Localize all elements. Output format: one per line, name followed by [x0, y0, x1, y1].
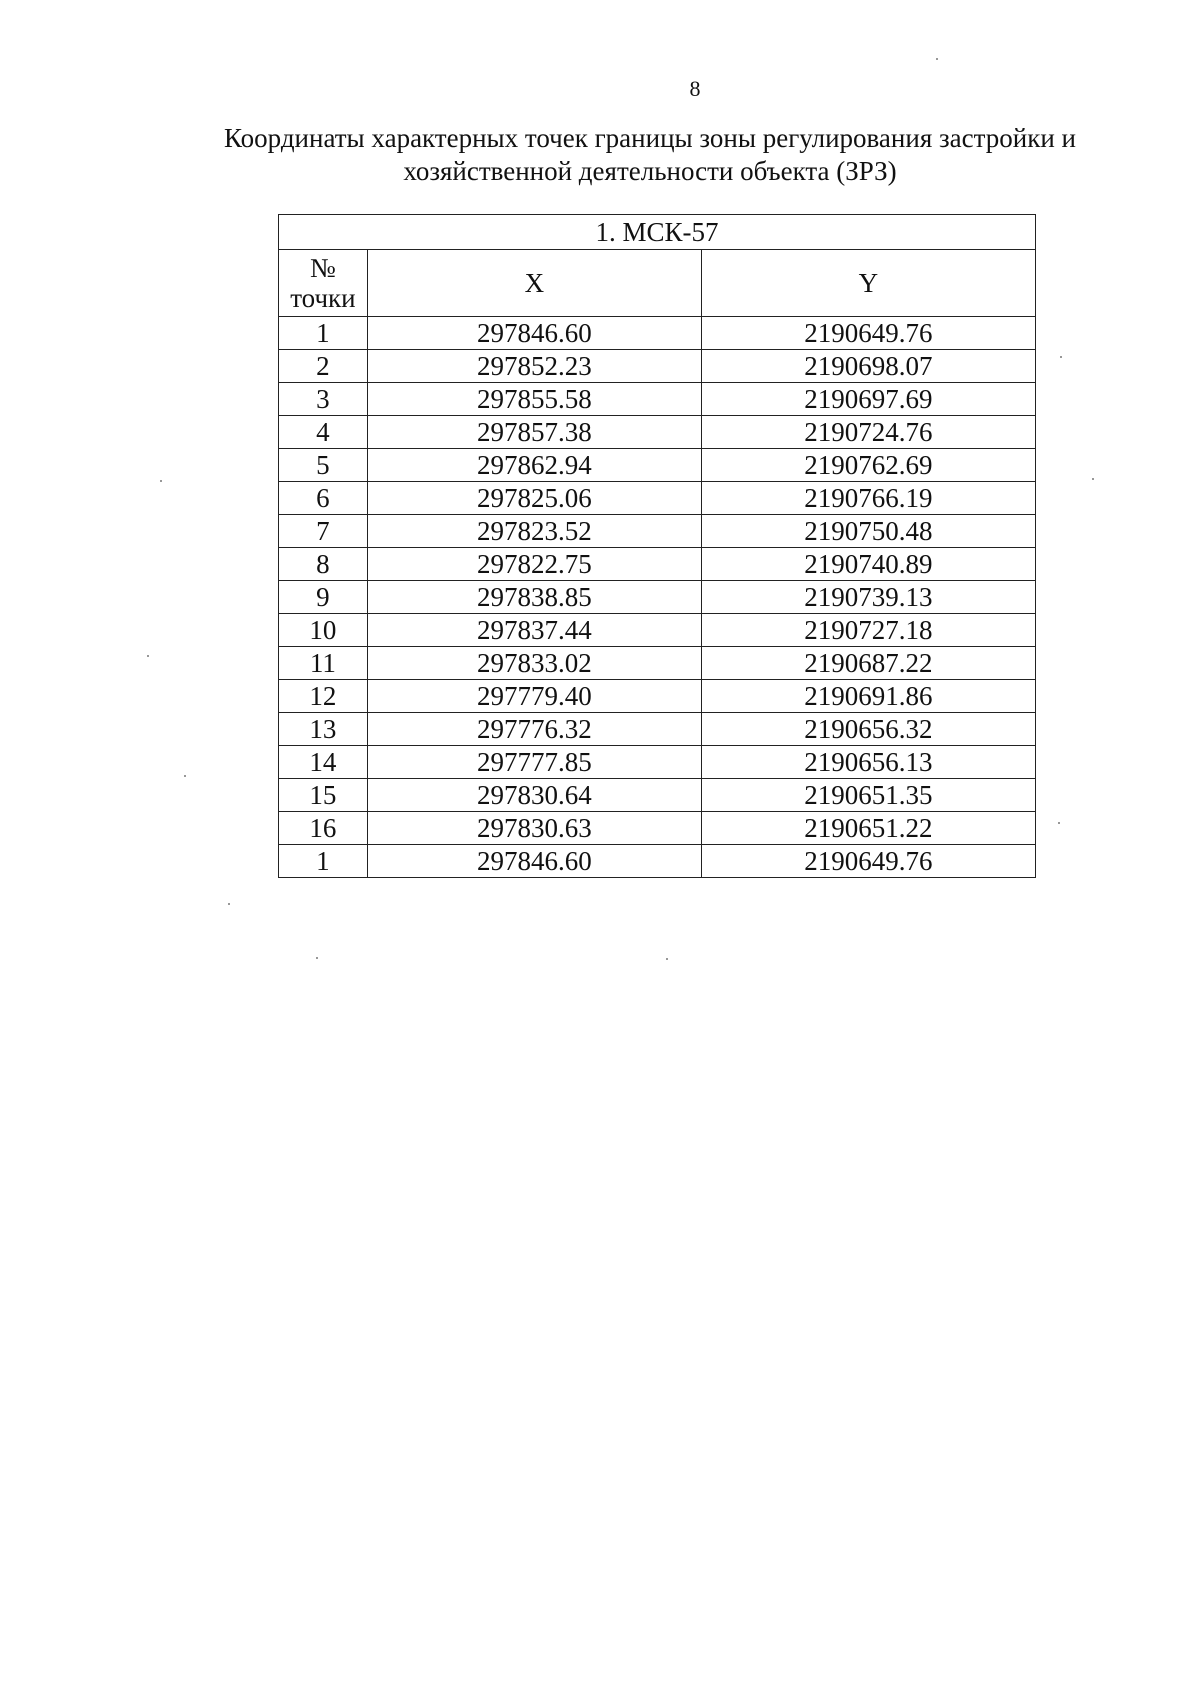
scan-speck — [184, 775, 186, 777]
coordinates-table — [278, 214, 1036, 878]
x-coordinate-cell: 297838.85 — [367, 581, 701, 614]
table-row — [279, 416, 1036, 449]
point-number-cell: 10 — [279, 614, 368, 647]
document-title-line-1: Координаты характерных точек границы зоны регулирования застройки и — [224, 123, 1076, 153]
column-header-row — [279, 250, 1036, 317]
point-number-cell: 2 — [279, 350, 368, 383]
coordinate-system-row — [279, 215, 1036, 250]
point-number-header-symbol: № — [310, 253, 336, 283]
x-coordinate-cell: 297823.52 — [367, 515, 701, 548]
scan-speck — [1092, 478, 1094, 480]
point-number-cell: 13 — [279, 713, 368, 746]
x-coordinate-cell: 297855.58 — [367, 383, 701, 416]
table-row — [279, 317, 1036, 350]
y-coordinate-cell: 2190691.86 — [701, 680, 1035, 713]
table-row — [279, 812, 1036, 845]
x-coordinate-cell: 297830.64 — [367, 779, 701, 812]
point-number-cell: 5 — [279, 449, 368, 482]
table-row — [279, 383, 1036, 416]
scan-speck — [160, 480, 162, 482]
table-row — [279, 515, 1036, 548]
x-coordinate-cell: 297837.44 — [367, 614, 701, 647]
y-coordinate-cell: 2190651.35 — [701, 779, 1035, 812]
point-number-cell: 14 — [279, 746, 368, 779]
y-coordinate-cell: 2190687.22 — [701, 647, 1035, 680]
point-number-cell: 11 — [279, 647, 368, 680]
point-number-cell: 7 — [279, 515, 368, 548]
y-coordinate-cell: 2190724.76 — [701, 416, 1035, 449]
x-coordinate-cell: 297830.63 — [367, 812, 701, 845]
x-column-header: X — [367, 250, 701, 317]
y-coordinate-cell: 2190649.76 — [701, 317, 1035, 350]
y-coordinate-cell: 2190656.32 — [701, 713, 1035, 746]
table-row — [279, 614, 1036, 647]
scan-speck — [666, 958, 668, 960]
y-coordinate-cell: 2190739.13 — [701, 581, 1035, 614]
x-coordinate-cell: 297857.38 — [367, 416, 701, 449]
point-number-header-word: точки — [290, 283, 356, 313]
scan-speck — [228, 903, 230, 905]
y-coordinate-cell: 2190649.76 — [701, 845, 1035, 878]
table-row — [279, 713, 1036, 746]
scan-speck — [316, 957, 318, 959]
point-number-cell: 1 — [279, 845, 368, 878]
scan-speck — [1060, 356, 1062, 358]
x-coordinate-cell: 297779.40 — [367, 680, 701, 713]
document-title — [200, 122, 1100, 188]
y-coordinate-cell: 2190762.69 — [701, 449, 1035, 482]
scan-speck — [1058, 822, 1060, 824]
point-number-cell: 12 — [279, 680, 368, 713]
point-number-header — [279, 250, 368, 317]
point-number-cell: 8 — [279, 548, 368, 581]
y-coordinate-cell: 2190766.19 — [701, 482, 1035, 515]
point-number-cell: 4 — [279, 416, 368, 449]
x-coordinate-cell: 297846.60 — [367, 845, 701, 878]
page-number: 8 — [689, 76, 701, 101]
y-column-header: Y — [701, 250, 1035, 317]
table-row — [279, 548, 1036, 581]
x-coordinate-cell: 297777.85 — [367, 746, 701, 779]
coordinates-table-body — [279, 317, 1036, 878]
point-number-cell: 1 — [279, 317, 368, 350]
point-number-cell: 9 — [279, 581, 368, 614]
table-row — [279, 680, 1036, 713]
y-coordinate-cell: 2190727.18 — [701, 614, 1035, 647]
x-coordinate-cell: 297825.06 — [367, 482, 701, 515]
document-title-line-2: хозяйственной деятельности объекта (ЗРЗ) — [403, 156, 897, 186]
x-coordinate-cell: 297846.60 — [367, 317, 701, 350]
table-row — [279, 746, 1036, 779]
x-coordinate-cell: 297822.75 — [367, 548, 701, 581]
table-row — [279, 350, 1036, 383]
y-coordinate-cell: 2190698.07 — [701, 350, 1035, 383]
point-number-cell: 16 — [279, 812, 368, 845]
table-row — [279, 779, 1036, 812]
x-coordinate-cell: 297862.94 — [367, 449, 701, 482]
y-coordinate-cell: 2190656.13 — [701, 746, 1035, 779]
y-coordinate-cell: 2190651.22 — [701, 812, 1035, 845]
scan-speck — [936, 58, 938, 60]
table-row — [279, 449, 1036, 482]
point-number-cell: 3 — [279, 383, 368, 416]
table-row — [279, 845, 1036, 878]
coordinate-system-header: 1. МСК-57 — [279, 215, 1036, 250]
x-coordinate-cell: 297852.23 — [367, 350, 701, 383]
y-coordinate-cell: 2190697.69 — [701, 383, 1035, 416]
x-coordinate-cell: 297833.02 — [367, 647, 701, 680]
y-coordinate-cell: 2190740.89 — [701, 548, 1035, 581]
point-number-cell: 15 — [279, 779, 368, 812]
scan-speck — [147, 655, 149, 657]
x-coordinate-cell: 297776.32 — [367, 713, 701, 746]
y-coordinate-cell: 2190750.48 — [701, 515, 1035, 548]
table-row — [279, 647, 1036, 680]
table-row — [279, 581, 1036, 614]
table-row — [279, 482, 1036, 515]
point-number-cell: 6 — [279, 482, 368, 515]
